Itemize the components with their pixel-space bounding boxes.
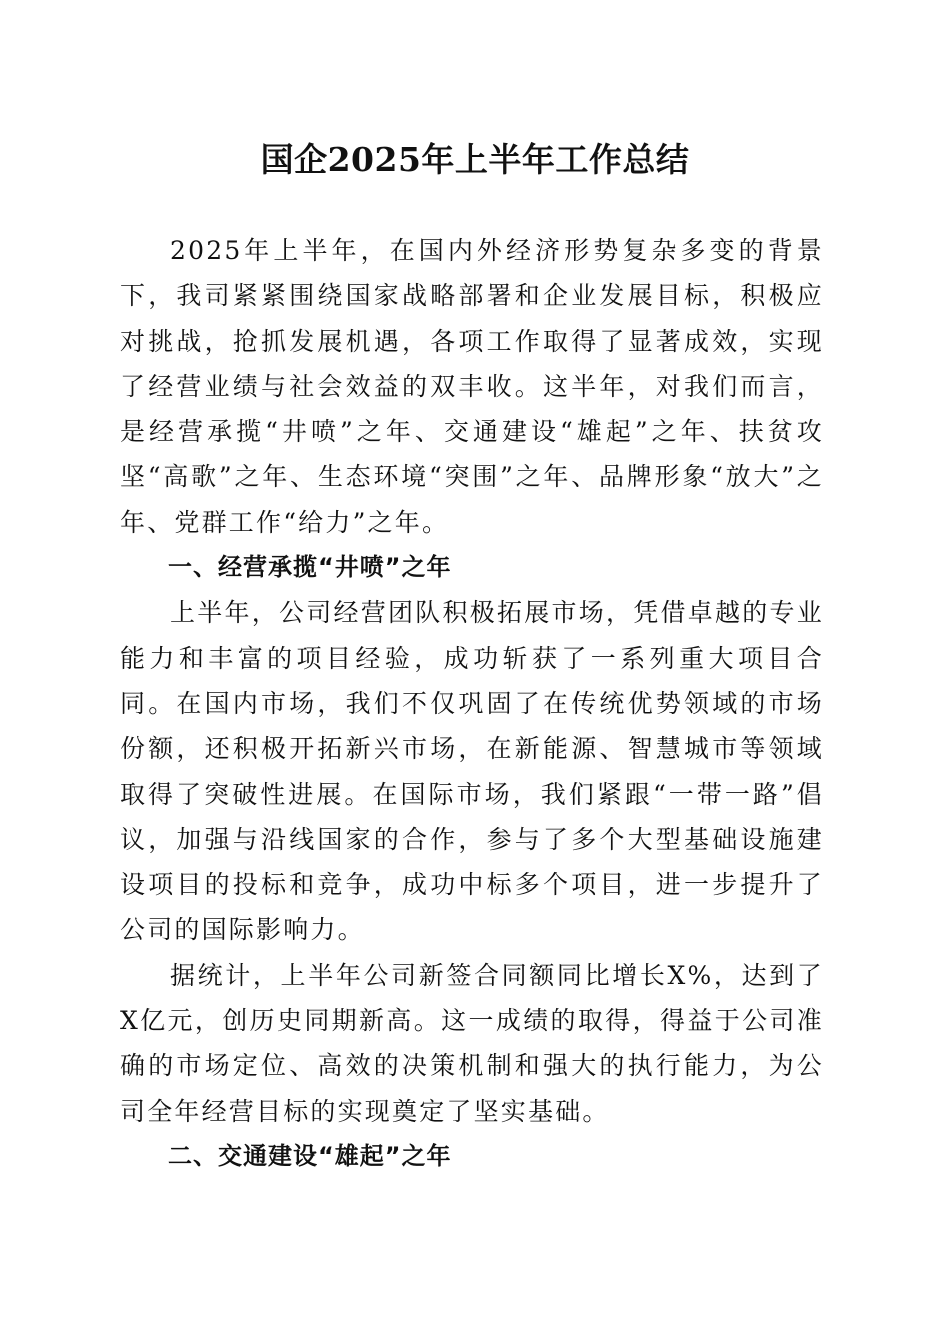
section-heading-1: 一、经营承揽“井喷”之年 bbox=[168, 553, 452, 582]
intro-paragraph: 2025年上半年，在国内外经济形势复杂多变的背景下，我司紧紧围绕国家战略部署和企业发展目标，积极应对挑战，抢抓发展机遇，各项工作取得了显著成效，实现了经营业绩与社会效益的双丰收。这半年，对我们而言，是经营承揽“井喷”之年、交通建设“雄起”之年、扶贫攻坚“高歌”之年、生态环境“突围”之年、品牌形象“放大”之年、党群工作“给力”之年。 bbox=[120, 236, 824, 537]
document-title: 国企2025年上半年工作总结 bbox=[260, 140, 690, 179]
document-body bbox=[120, 228, 824, 1179]
section-1-paragraph-2: 据统计，上半年公司新签合同额同比增长X%，达到了X亿元，创历史同期新高。这一成绩的取得，得益于公司准确的市场定位、高效的决策机制和强大的执行能力，为公司全年经营目标的实现奠定了坚实基础。 bbox=[120, 960, 824, 1126]
section-1-paragraph-1: 上半年，公司经营团队积极拓展市场，凭借卓越的专业能力和丰富的项目经验，成功斩获了一系列重大项目合同。在国内市场，我们不仅巩固了在传统优势领域的市场份额，还积极开拓新兴市场，在新能源、智慧城市等领域取得了突破性进展。在国际市场，我们紧跟“一带一路”倡议，加强与沿线国家的合作，参与了多个大型基础设施建设项目的投标和竞争，成功中标多个项目，进一步提升了公司的国际影响力。 bbox=[120, 598, 824, 945]
section-heading-2: 二、交通建设“雄起”之年 bbox=[168, 1141, 452, 1170]
